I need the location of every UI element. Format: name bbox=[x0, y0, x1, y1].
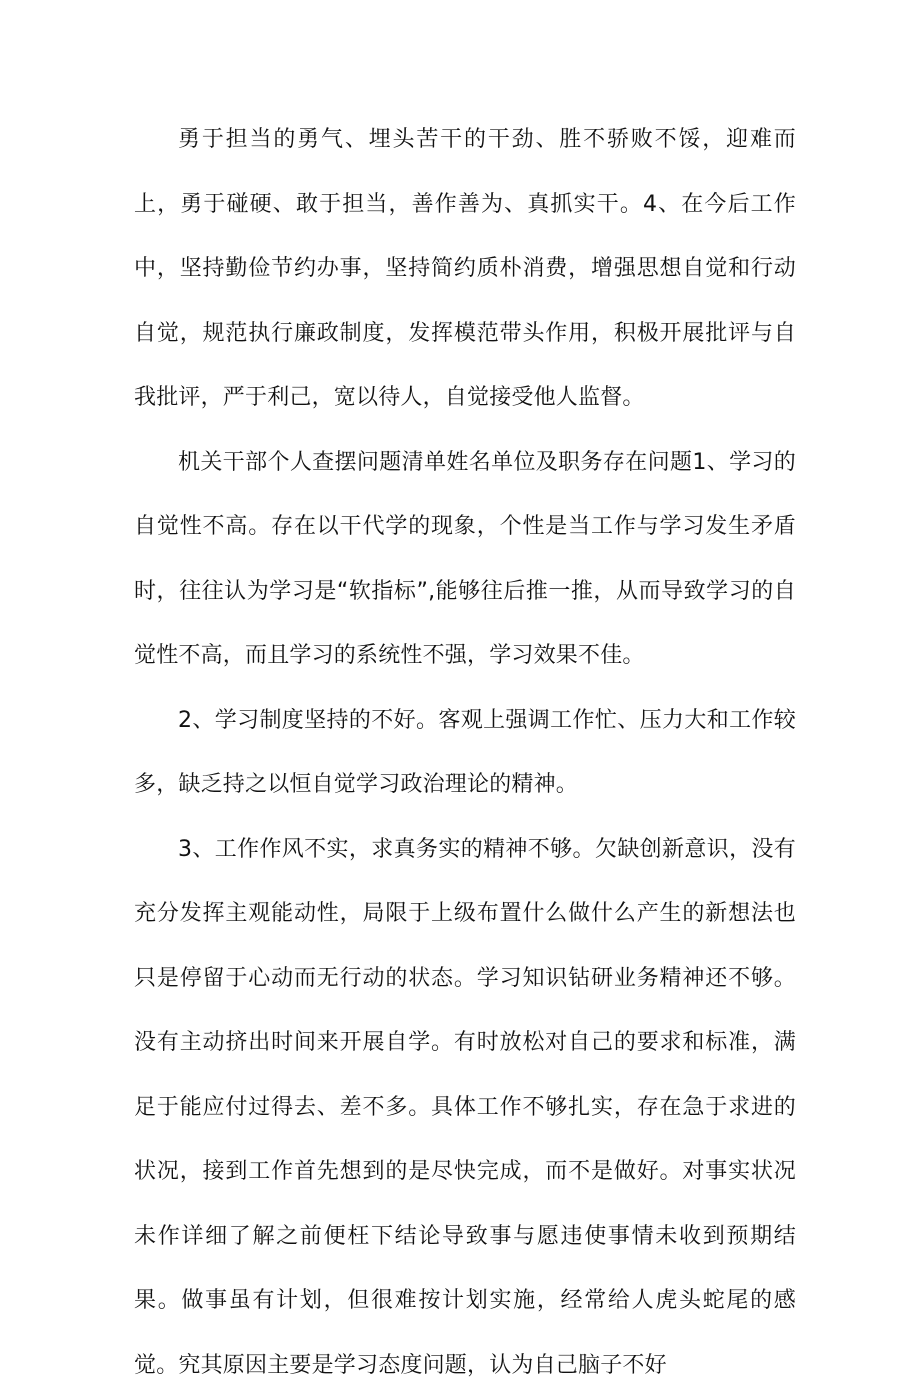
paragraph-2: 机关干部个人查摆问题清单姓名单位及职务存在问题1、学习的自觉性不高。存在以干代学的现象，个性是当工作与学习发生矛盾时，往往认为学习是“软指标”,能够往后推一推，从而导致学习的自觉性不高，而且学习的系统性不强，学习效果不佳。 bbox=[134, 431, 796, 689]
paragraph-3: 2、学习制度坚持的不好。客观上强调工作忙、压力大和工作较多，缺乏持之以恒自觉学习政治理论的精神。 bbox=[134, 689, 796, 818]
paragraph-4: 3、工作作风不实，求真务实的精神不够。欠缺创新意识，没有充分发挥主观能动性，局限于上级布置什么做什么产生的新想法也只是停留于心动而无行动的状态。学习知识钻研业务精神还不够。没有主动挤出时间来开展自学。有时放松对自己的要求和标准，满足于能应付过得去、差不多。具体工作不够扎实，存在急于求进的状况，接到工作首先想到的是尽快完成，而不是做好。对事实状况未作详细了解之前便枉下结论导致事与愿违使事情未收到预期结果。做事虽有计划，但很难按计划实施，经常给人虎头蛇尾的感觉。究其原因主要是学习态度问题，认为自己脑子不好 bbox=[134, 818, 796, 1398]
paragraph-1: 勇于担当的勇气、埋头苦干的干劲、胜不骄败不馁，迎难而上，勇于碰硬、敢于担当，善作善为、真抓实干。4、在今后工作中，坚持勤俭节约办事，坚持简约质朴消费，增强思想自觉和行动自觉，规范执行廉政制度，发挥模范带头作用，积极开展批评与自我批评，严于利己，宽以待人，自觉接受他人监督。 bbox=[134, 108, 796, 431]
document-body bbox=[134, 108, 796, 1398]
